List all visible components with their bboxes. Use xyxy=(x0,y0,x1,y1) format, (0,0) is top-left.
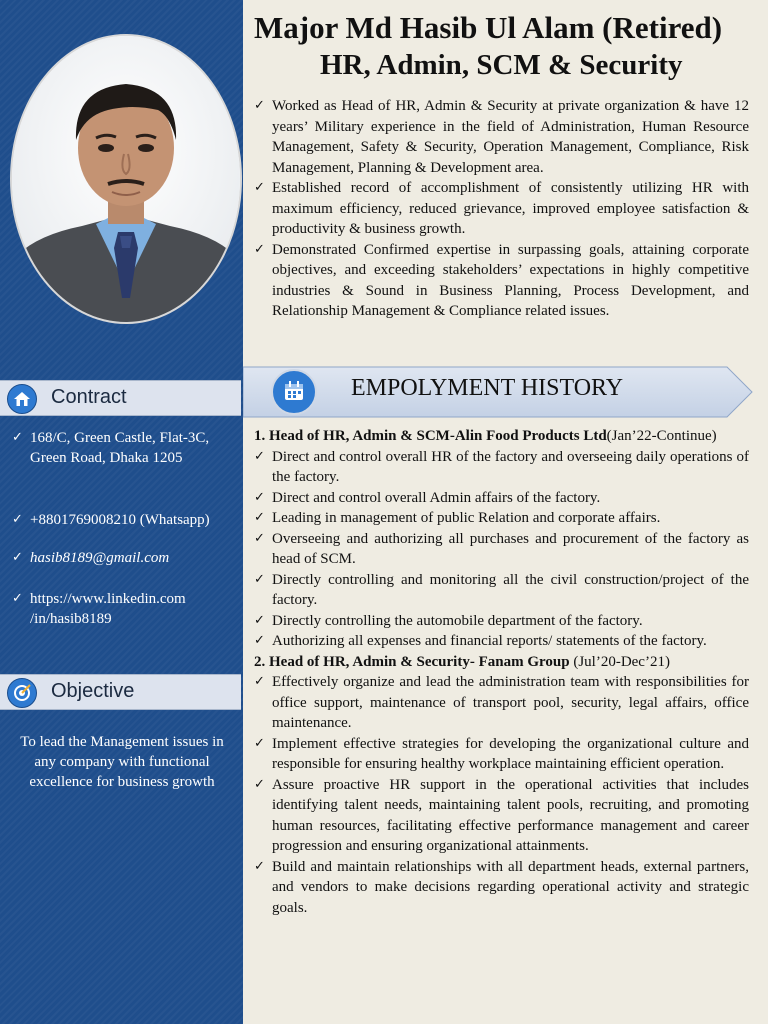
list-item: ✓ Implement effective strategies for developing the organizational culture and responsible for ensuring healthy workplace maintaining efficient operation. xyxy=(254,735,749,772)
list-item: ✓ Overseeing and authorizing all purchases and procurement of the factory as head of SCM. xyxy=(254,530,749,567)
job-title: 2. Head of HR, Admin & Security- Fanam Group (Jul’20-Dec’21) xyxy=(254,653,670,670)
check-icon: ✓ xyxy=(254,612,265,628)
summary-item: ✓ Established record of accomplishment of consistently utilizing HR with maximum efficiency, reduced grievance, improved employee satisfaction & productivity & business growth. xyxy=(254,180,749,237)
contact-address: ✓ 168/C, Green Castle, Flat-3C, Green Road, Dhaka 1205 xyxy=(12,430,210,466)
check-icon: ✓ xyxy=(254,858,265,874)
objective-heading-label: Objective xyxy=(51,680,135,702)
check-icon: ✓ xyxy=(254,180,265,195)
job-duties xyxy=(254,447,749,652)
summary-list xyxy=(254,96,749,322)
check-icon: ✓ xyxy=(254,448,265,464)
objective-heading xyxy=(0,674,241,710)
check-icon: ✓ xyxy=(254,674,265,689)
profile-photo xyxy=(10,34,242,324)
candidate-name: Major Md Hasib Ul Alam (Retired) xyxy=(254,10,723,45)
list-item: ✓ Directly controlling the automobile department of the factory. xyxy=(254,611,749,632)
employment-heading xyxy=(243,366,753,418)
list-item: ✓ Direct and control overall Admin affairs of the factory. xyxy=(254,488,749,509)
contact-linkedin[interactable]: ✓ https://www.linkedin.com /in/hasib8189 xyxy=(12,591,186,627)
check-icon: ✓ xyxy=(254,735,265,751)
summary-item: ✓ Worked as Head of HR, Admin & Security at private organization & have 12 years’ Military experience in the field of Administration, Human Resource Management, Safety & Security, Operation Management, Compliance, Risk Management, Planning & Development area. xyxy=(254,98,749,176)
candidate-title: HR, Admin, SCM & Security xyxy=(320,49,683,81)
list-item: ✓ Assure proactive HR support in the operational activities that includes identifying talent needs, maintaining talent pools, recruiting, and promoting human resources, facilitating effective performance management and career progression and ensuring organizational attainments. xyxy=(254,776,749,854)
job-duties xyxy=(254,672,749,918)
sidebar xyxy=(0,0,243,1024)
contact-phone[interactable]: ✓ +8801769008210 (Whatsapp) xyxy=(12,512,210,528)
check-icon: ✓ xyxy=(254,489,265,505)
objective-text: To lead the Management issues in any company with functional excellence for business growth xyxy=(20,734,224,790)
check-icon: ✓ xyxy=(12,550,23,565)
list-item: ✓ Leading in management of public Relation and corporate affairs. xyxy=(254,508,749,529)
contact-heading-label: Contract xyxy=(51,386,127,408)
employment-list xyxy=(254,426,749,918)
list-item: ✓ Direct and control overall HR of the factory and overseeing daily operations of the factory. xyxy=(254,448,749,485)
home-icon xyxy=(7,384,37,414)
check-icon: ✓ xyxy=(254,530,265,546)
check-icon: ✓ xyxy=(254,241,265,257)
check-icon: ✓ xyxy=(254,571,265,587)
list-item: ✓ Directly controlling and monitoring all the civil construction/project of the factory. xyxy=(254,571,749,608)
calendar-icon xyxy=(271,369,317,415)
list-item: ✓ Effectively organize and lead the administration team with responsibilities for office support, maintenance of transport pool, security, legal affairs, office maintenance. xyxy=(254,674,749,731)
list-item: ✓ Build and maintain relationships with all department heads, external partners, and vendors to make decisions regarding operational activity and strategic goals. xyxy=(254,858,749,916)
employment-heading-label: EMPOLYMENT HISTORY xyxy=(351,375,624,401)
target-icon xyxy=(7,678,37,708)
contact-heading xyxy=(0,380,241,416)
check-icon: ✓ xyxy=(254,633,265,648)
check-icon: ✓ xyxy=(254,98,265,113)
check-icon: ✓ xyxy=(254,510,265,525)
list-item: ✓ Authorizing all expenses and financial reports/ statements of the factory. xyxy=(254,631,749,652)
job-title: 1. Head of HR, Admin & SCM-Alin Food Products Ltd(Jan’22-Continue) xyxy=(254,428,717,444)
contact-email[interactable]: ✓ hasib8189@gmail.com xyxy=(12,550,170,566)
check-icon: ✓ xyxy=(12,512,23,527)
summary-item: ✓ Demonstrated Confirmed expertise in surpassing goals, attaining corporate objectives, and exceeding stakeholders’ expectations in highly competitive industries & Sound in Business Planning, Process Development, and Relationship Management & Compliance related issues. xyxy=(254,241,749,319)
check-icon: ✓ xyxy=(12,591,23,606)
check-icon: ✓ xyxy=(12,430,23,445)
check-icon: ✓ xyxy=(254,776,265,792)
